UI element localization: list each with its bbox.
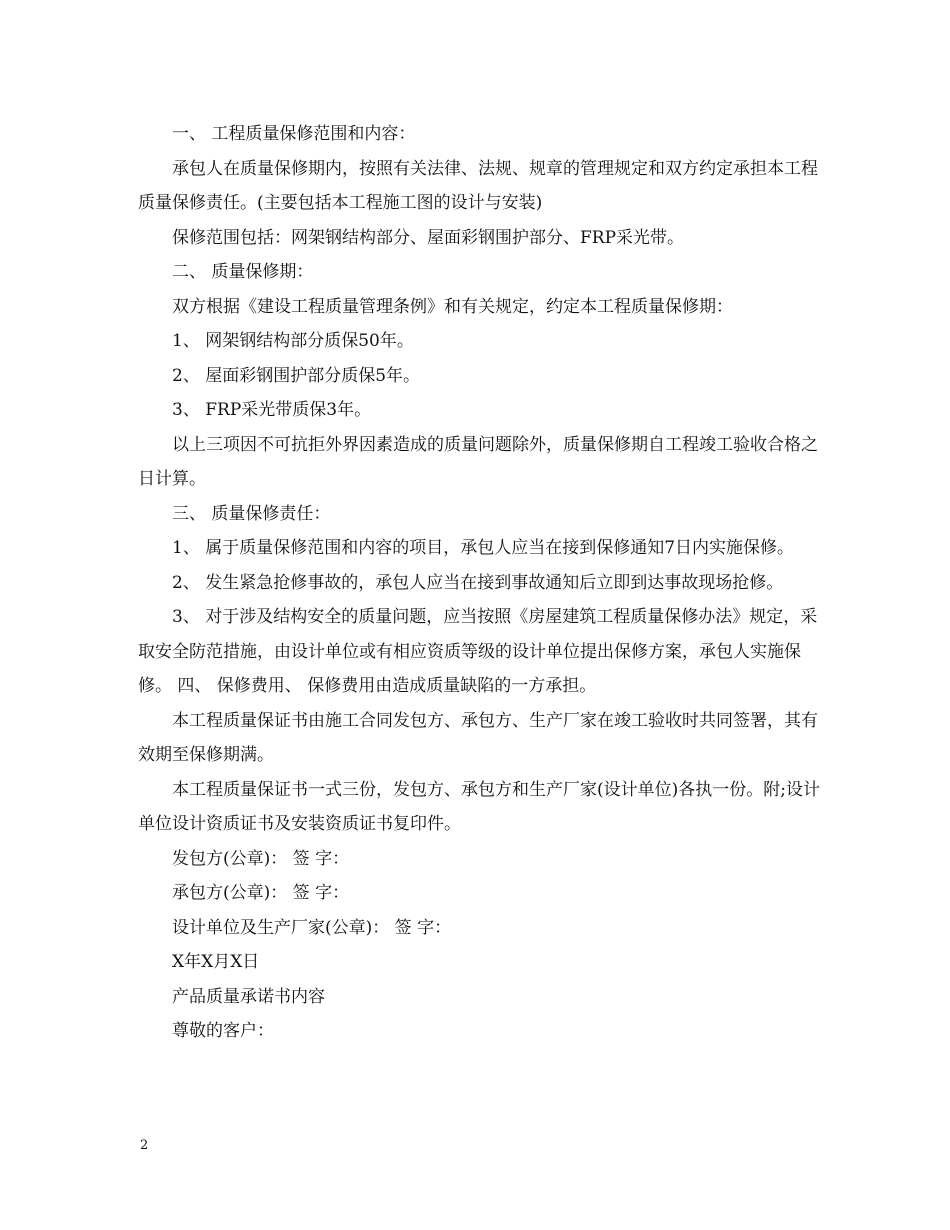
paragraph-exclusions: 以上三项因不可抗拒外界因素造成的质量问题除外，质量保修期自工程竣工验收合格之日计算。 <box>138 434 818 489</box>
section-heading-3: 三、 质量保修责任： <box>172 503 331 524</box>
list-item-period-3: 3、 FRP采光带质保3年。 <box>172 400 372 420</box>
list-item-duty-3: 3、 对于涉及结构安全的质量问题，应当按照《房屋建筑工程质量保修办法》规定，采取安全防范措施，由设计单位或有相应资质等级的设计单位提出保修方案，承包人实施保修。 四、 保修费用、 保修费用由造成质量缺陷的一方承担。 <box>138 607 818 696</box>
paragraph-coverage: 保修范围包括：网架钢结构部分、屋面彩钢围护部分、FRP采光带。 <box>172 227 685 248</box>
list-item-period-1: 1、 网架钢结构部分质保50年。 <box>172 331 414 351</box>
paragraph-warranty-basis: 双方根据《建设工程质量管理条例》和有关规定，约定本工程质量保修期： <box>172 296 733 317</box>
paragraph-warranty-scope: 承包人在质量保修期内，按照有关法律、法规、规章的管理规定和双方约定承担本工程质量保修责任。(主要包括本工程施工图的设计与安装) <box>138 158 818 213</box>
page-number: 2 <box>140 1138 149 1153</box>
subsection-title: 产品质量承诺书内容 <box>172 986 325 1007</box>
paragraph-signing: 本工程质量保证书由施工合同发包方、承包方、生产厂家在竣工验收时共同签署，其有效期至保修期满。 <box>138 710 818 765</box>
section-heading-2: 二、 质量保修期： <box>172 262 314 282</box>
signature-line-designer: 设计单位及生产厂家(公章)： 签 字： <box>172 917 452 938</box>
list-item-period-2: 2、 屋面彩钢围护部分质保5年。 <box>172 365 421 386</box>
section-heading-1: 一、 工程质量保修范围和内容： <box>172 124 416 144</box>
signature-line-contractor: 承包方(公章)： 签 字： <box>172 883 350 903</box>
signature-line-employer: 发包方(公章)： 签 字： <box>172 848 350 869</box>
salutation: 尊敬的客户： <box>172 1021 274 1041</box>
list-item-duty-1: 1、 属于质量保修范围和内容的项目，承包人应当在接到保修通知7日内实施保修。 <box>172 538 795 558</box>
document-body <box>138 117 828 1049</box>
list-item-duty-2: 2、 发生紧急抢修事故的，承包人应当在接到事故通知后立即到达事故现场抢修。 <box>172 572 784 593</box>
date-line: X年X月X日 <box>172 952 260 972</box>
paragraph-copies: 本工程质量保证书一式三份，发包方、承包方和生产厂家(设计单位)各执一份。附;设计单位设计资质证书及安装资质证书复印件。 <box>138 779 820 834</box>
